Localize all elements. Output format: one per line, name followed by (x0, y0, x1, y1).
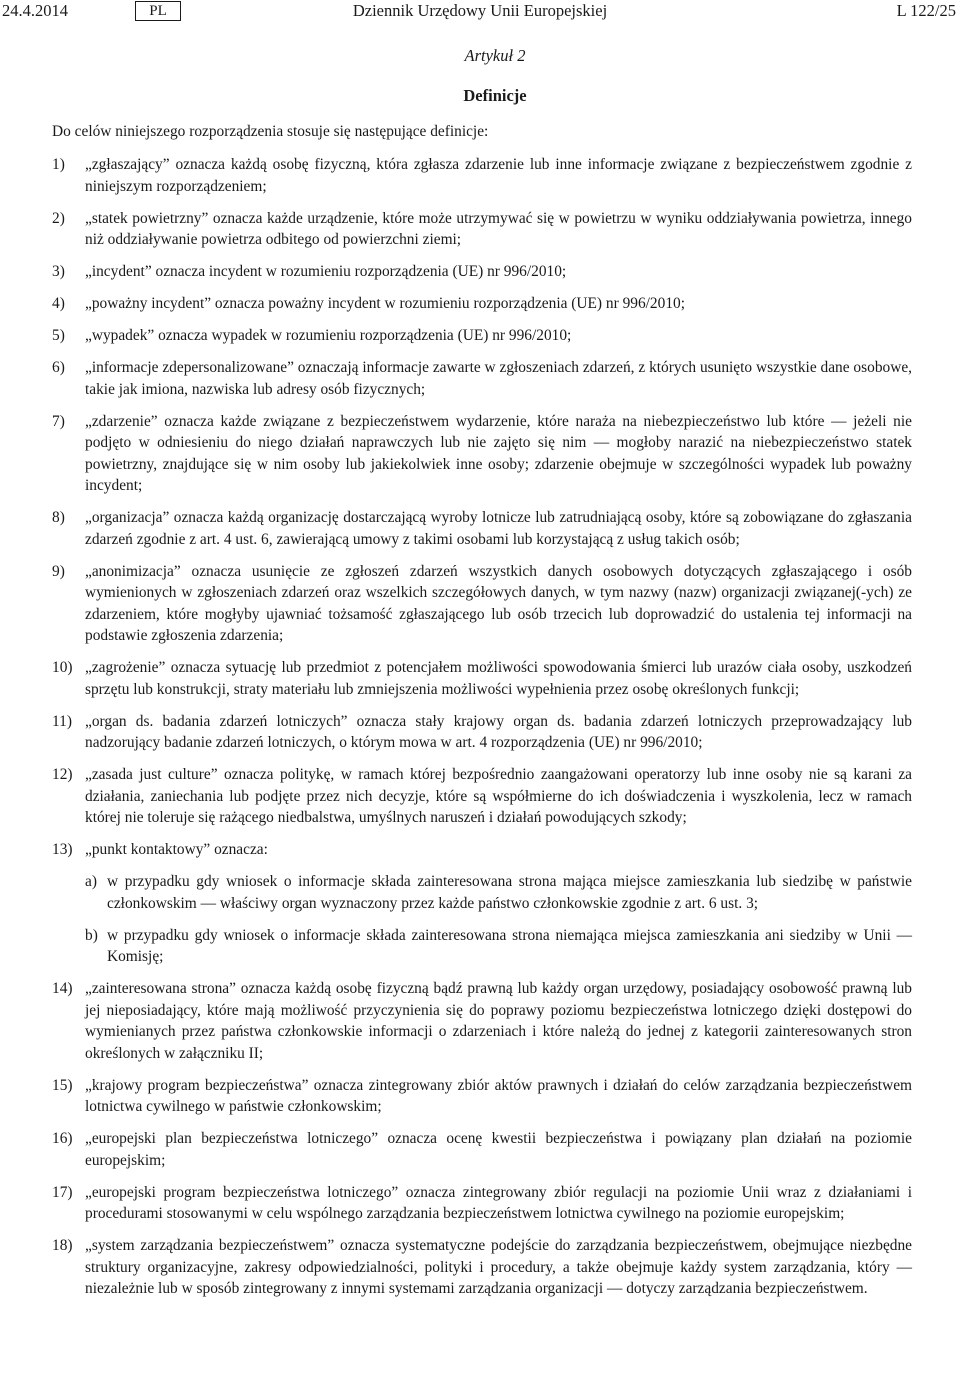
definition-number: 14) (52, 980, 73, 997)
definition-number: 5) (52, 327, 65, 344)
article-number: Artykuł 2 (464, 46, 526, 65)
definition-number: 10) (52, 659, 73, 676)
subitem-letter: a) (85, 873, 97, 890)
definition-text: „statek powietrzny” oznacza każde urządzenie, które może utrzymywać się w powietrzu w wyniku oddziaływania powietrza, innego niż oddziaływanie powietrza odbitego od powierzchni ziemi; (85, 209, 912, 248)
definition-text: „poważny incydent” oznacza poważny incydent w rozumieniu rozporządzenia (UE) nr 996/2010; (85, 295, 685, 312)
publication-date: 24.4.2014 (2, 1, 68, 20)
subitem-letter: b) (85, 926, 98, 944)
definition-number: 17) (52, 1183, 73, 1201)
definition-text: „krajowy program bezpieczeństwa” oznacza zintegrowany zbiór aktów prawnych i działań do celów zarządzania bezpieczeństwem lotnictwa cywilnego w państwie członkowskim; (85, 1076, 912, 1115)
definition-item (52, 711, 912, 754)
definition-text: „organ ds. badania zdarzeń lotniczych” oznacza stały krajowy organ ds. badania zdarzeń lotniczych przeprowadzający lub nadzorujący badanie zdarzeń lotniczych, o którym mowa w art. 4 rozporządzenia (UE) nr 996/2010; (85, 712, 912, 751)
definition-item (52, 978, 912, 1064)
subitem-text: w przypadku gdy wniosek o informacje składa zainteresowana strona niemająca miejsca zamieszkania ani siedziby w Unii — Komisję; (107, 926, 912, 965)
definition-item (52, 561, 912, 647)
page-reference: L 122/25 (896, 1, 956, 20)
definition-item (52, 154, 912, 197)
definition-number: 12) (52, 766, 73, 783)
definition-item (52, 1075, 912, 1118)
definition-item (52, 411, 912, 497)
definition-number: 1) (52, 156, 65, 173)
definition-text: „organizacja” oznacza każdą organizację dostarczającą wyroby lotnicze lub zatrudniającą osoby, które są zobowiązane do zgłaszania zdarzeń zgodnie z art. 4 ust. 6, zawierającą umowy z takimi osobami lub korzystającą z usług takich osób; (85, 509, 912, 548)
definition-item (52, 764, 912, 829)
definition-text: „incydent” oznacza incydent w rozumieniu rozporządzenia (UE) nr 996/2010; (85, 263, 567, 280)
definition-item (52, 357, 912, 400)
article-title: Definicje (463, 86, 527, 105)
definition-item (52, 261, 912, 283)
definition-text: „zdarzenie” oznacza każde związane z bezpieczeństwem wydarzenie, które naraża na niebezpieczeństwo lub które — jeżeli nie podjęto w odniesieniu do niego działań naprawczych lub nie zajęto się nim — mogłoby narazić na niebezpieczeństwo statek powietrzny, znajdujące się w nim osoby lub jakiekolwiek inne osoby; zdarzenie obejmuje w szczególności wypadek lub poważny incydent; (85, 412, 912, 494)
definition-item (52, 839, 912, 861)
definition-item (52, 293, 912, 315)
definition-number: 13) (52, 841, 73, 858)
page-header (0, 0, 960, 22)
definition-number: 9) (52, 562, 65, 580)
definition-item (52, 1235, 912, 1300)
definition-text: „zainteresowana strona” oznacza każdą osobę fizyczną bądź prawną lub każdy organ urzędowy, posiadający osobowość prawną lub jej nieposiadający, które mają możliwość przyczynienia się do poprawy poziomu bezpieczeństwa lotniczego dzięki dostępowi do wymienianych przez państwa członkowskie informacji o zdarzeniach i które należą do jednej z kategorii zainteresowanych stron określonych w załączniku II; (85, 980, 912, 1062)
definition-subitem (52, 925, 912, 968)
definition-text: „wypadek” oznacza wypadek w rozumieniu rozporządzenia (UE) nr 996/2010; (85, 327, 572, 344)
definition-text: „system zarządzania bezpieczeństwem” oznacza systematyczne podejście do zarządzania bezpieczeństwem, obejmujące niezbędne struktury organizacyjne, zakresy odpowiedzialności, polityki i procedury, a także obejmuje każdy system zarządzania, który — niezależnie lub w sposób zintegrowany z innymi systemami zarządzania organizacji — dotyczy zarządzania bezpieczeństwem. (85, 1237, 912, 1297)
definition-text: „informacje zdepersonalizowane” oznaczają informacje zawarte w zgłoszeniach zdarzeń, z których usunięto wszystkie dane osobowe, takie jak imiona, nazwiska lub adresy osób fizycznych; (85, 359, 912, 398)
definition-number: 15) (52, 1076, 73, 1094)
journal-title: Dziennik Urzędowy Unii Europejskiej (352, 1, 608, 20)
definition-number: 4) (52, 295, 65, 312)
definition-item (52, 1128, 912, 1171)
definition-text: „europejski program bezpieczeństwa lotniczego” oznacza zintegrowany zbiór regulacji na poziomie Unii wraz z działaniami i procedurami stosowanymi w celu wspólnego zarządzania bezpieczeństwem lotnictwa cywilnego na poziomie europejskim; (85, 1183, 912, 1222)
definitions-list (52, 154, 912, 1310)
definition-item (52, 325, 912, 347)
definition-text: „zagrożenie” oznacza sytuację lub przedmiot z potencjałem możliwości spowodowania śmierci lub urazów ciała osoby, uszkodzeń sprzętu lub konstrukcji, straty materiału lub zmniejszenia możliwości wypełnienia przez osobę określonych funkcji; (85, 659, 912, 698)
definition-text: „zgłaszający” oznacza każdą osobę fizyczną, która zgłasza zdarzenie lub inne informacje związane z bezpieczeństwem zgodnie z niniejszym rozporządzeniem; (85, 156, 912, 195)
definition-text: „anonimizacja” oznacza usunięcie ze zgłoszeń zdarzeń wszystkich danych osobowych dotyczących zgłaszającego i osób wymienionych w zgłoszeniach zdarzeń oraz wszelkich szczegółowych danych, w tym nazwy (nazw) organizacji związanej(-ych) ze zdarzeniem, które mogłyby ujawniać tożsamość zgłaszającego lub osób trzecich lub doprowadzić do ustalenia tej informacji na podstawie zgłoszenia zdarzenia; (85, 562, 912, 644)
definition-number: 16) (52, 1130, 73, 1147)
definition-item (52, 208, 912, 251)
subitem-text: w przypadku gdy wniosek o informacje składa zainteresowana strona mająca miejsce zamieszkania lub siedzibę w państwie członkowskim — właściwy organ wyznaczony przez każde państwo członkowskie zgodnie z art. 6 ust. 3; (107, 873, 912, 912)
definition-number: 7) (52, 412, 65, 430)
definition-item (52, 507, 912, 550)
definition-number: 8) (52, 509, 65, 526)
definition-text: „europejski plan bezpieczeństwa lotniczego” oznacza ocenę kwestii bezpieczeństwa i powiązany plan działań na poziomie europejskim; (85, 1130, 912, 1169)
definition-item (52, 1182, 912, 1225)
definition-number: 18) (52, 1237, 73, 1254)
article-intro: Do celów niniejszego rozporządzenia stosuje się następujące definicje: (52, 123, 489, 140)
definition-subitem (52, 871, 912, 914)
definition-number: 11) (52, 712, 72, 730)
definition-item (52, 657, 912, 700)
language-badge: PL (135, 1, 181, 21)
definition-number: 2) (52, 209, 65, 227)
definition-text: „punkt kontaktowy” oznacza: (85, 841, 268, 858)
definition-text: „zasada just culture” oznacza politykę, w ramach której bezpośrednio zaangażowani operatorzy lub inne osoby nie są karani za działania, zaniechania lub podjęte przez nich decyzje, które są współmierne do ich doświadczenia i wyszkolenia, lecz w ramach której nie toleruje się rażącego niedbalstwa, umyślnych naruszeń i działań powodujących szkody; (85, 766, 912, 826)
definition-number: 3) (52, 263, 65, 280)
definition-number: 6) (52, 359, 65, 376)
